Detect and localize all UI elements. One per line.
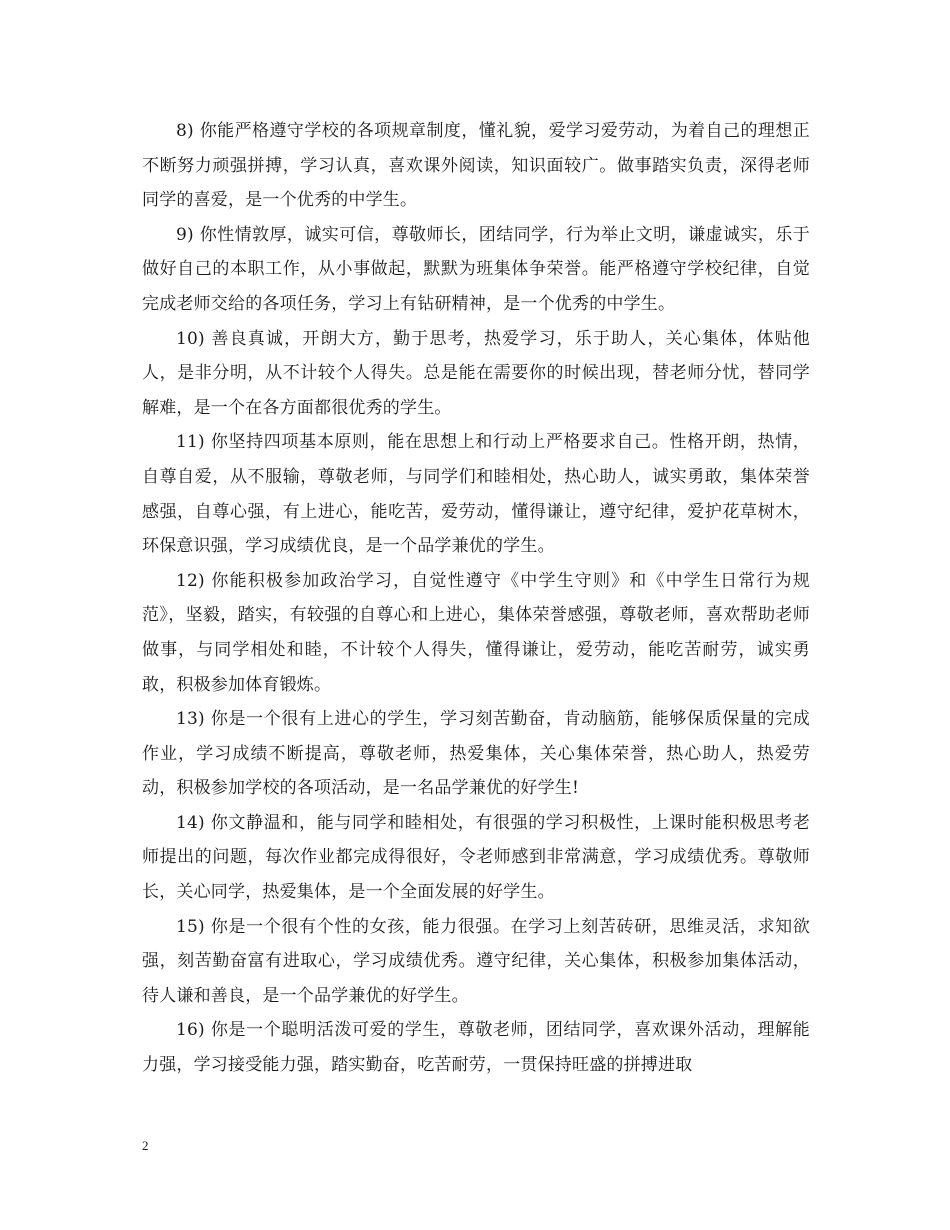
paragraph-comment-13: 13) 你是一个很有上进心的学生，学习刻苦勤奋，肯动脑筋，能够保质保量的完成作业，学习成绩不断提高，尊敬老师，热爱集体，关心集体荣誉，热心助人，热爱劳动，积极参加学校的各项活动，是一名品学兼优的好学生! (142, 709, 810, 799)
paragraph-comment-15: 15) 你是一个很有个性的女孩，能力很强。在学习上刻苦砖研，思维灵活，求知欲强，刻苦勤奋富有进取心，学习成绩优秀。遵守纪律，关心集体，积极参加集体活动，待人谦和善良，是一个品学兼优的好学生。 (142, 916, 810, 1006)
paragraph-comment-12: 12) 你能积极参加政治学习，自觉性遵守《中学生守则》和《中学生日常行为规范》，坚毅，踏实，有较强的自尊心和上进心，集体荣誉感强，尊敬老师，喜欢帮助老师做事，与同学相处和睦，不计较个人得失，懂得谦让，爱劳动，能吃苦耐劳，诚实勇敢，积极参加体育锻炼。 (142, 570, 810, 695)
paragraph-comment-11: 11) 你坚持四项基本原则，能在思想上和行动上严格要求自己。性格开朗，热情，自尊自爱，从不服输，尊敬老师，与同学们和睦相处，热心助人，诚实勇敢，集体荣誉感强，自尊心强，有上进心，能吃苦，爱劳动，懂得谦让，遵守纪律，爱护花草树木，环保意识强，学习成绩优良，是一个品学兼优的学生。 (142, 432, 810, 557)
page-number: 2 (142, 1138, 149, 1153)
paragraph-comment-8: 8) 你能严格遵守学校的各项规章制度，懂礼貌，爱学习爱劳动，为着自己的理想正不断努力顽强拼搏，学习认真，喜欢课外阅读，知识面较广。做事踏实负责，深得老师同学的喜爱，是一个优秀的中学生。 (142, 121, 810, 211)
paragraph-comment-16: 16) 你是一个聪明活泼可爱的学生，尊敬老师，团结同学，喜欢课外活动，理解能力强，学习接受能力强，踏实勤奋，吃苦耐劳，一贯保持旺盛的拼搏进取 (142, 1020, 810, 1076)
page-body (142, 114, 810, 1083)
paragraph-comment-10: 10) 善良真诚，开朗大方，勤于思考，热爱学习，乐于助人，关心集体，体贴他人，是非分明，从不计较个人得失。总是能在需要你的时候出现，替老师分忧，替同学解难，是一个在各方面都很优秀的学生。 (142, 328, 810, 418)
paragraph-comment-14: 14) 你文静温和，能与同学和睦相处，有很强的学习积极性，上课时能积极思考老师提出的问题，每次作业都完成得很好，令老师感到非常满意，学习成绩优秀。尊敬师长，关心同学，热爱集体，是一个全面发展的好学生。 (142, 812, 810, 903)
paragraph-comment-9: 9) 你性情敦厚，诚实可信，尊敬师长，团结同学，行为举止文明，谦虚诚实，乐于做好自己的本职工作，从小事做起，默默为班集体争荣誉。能严格遵守学校纪律，自觉完成老师交给的各项任务，学习上有钻研精神，是一个优秀的中学生。 (142, 224, 810, 314)
